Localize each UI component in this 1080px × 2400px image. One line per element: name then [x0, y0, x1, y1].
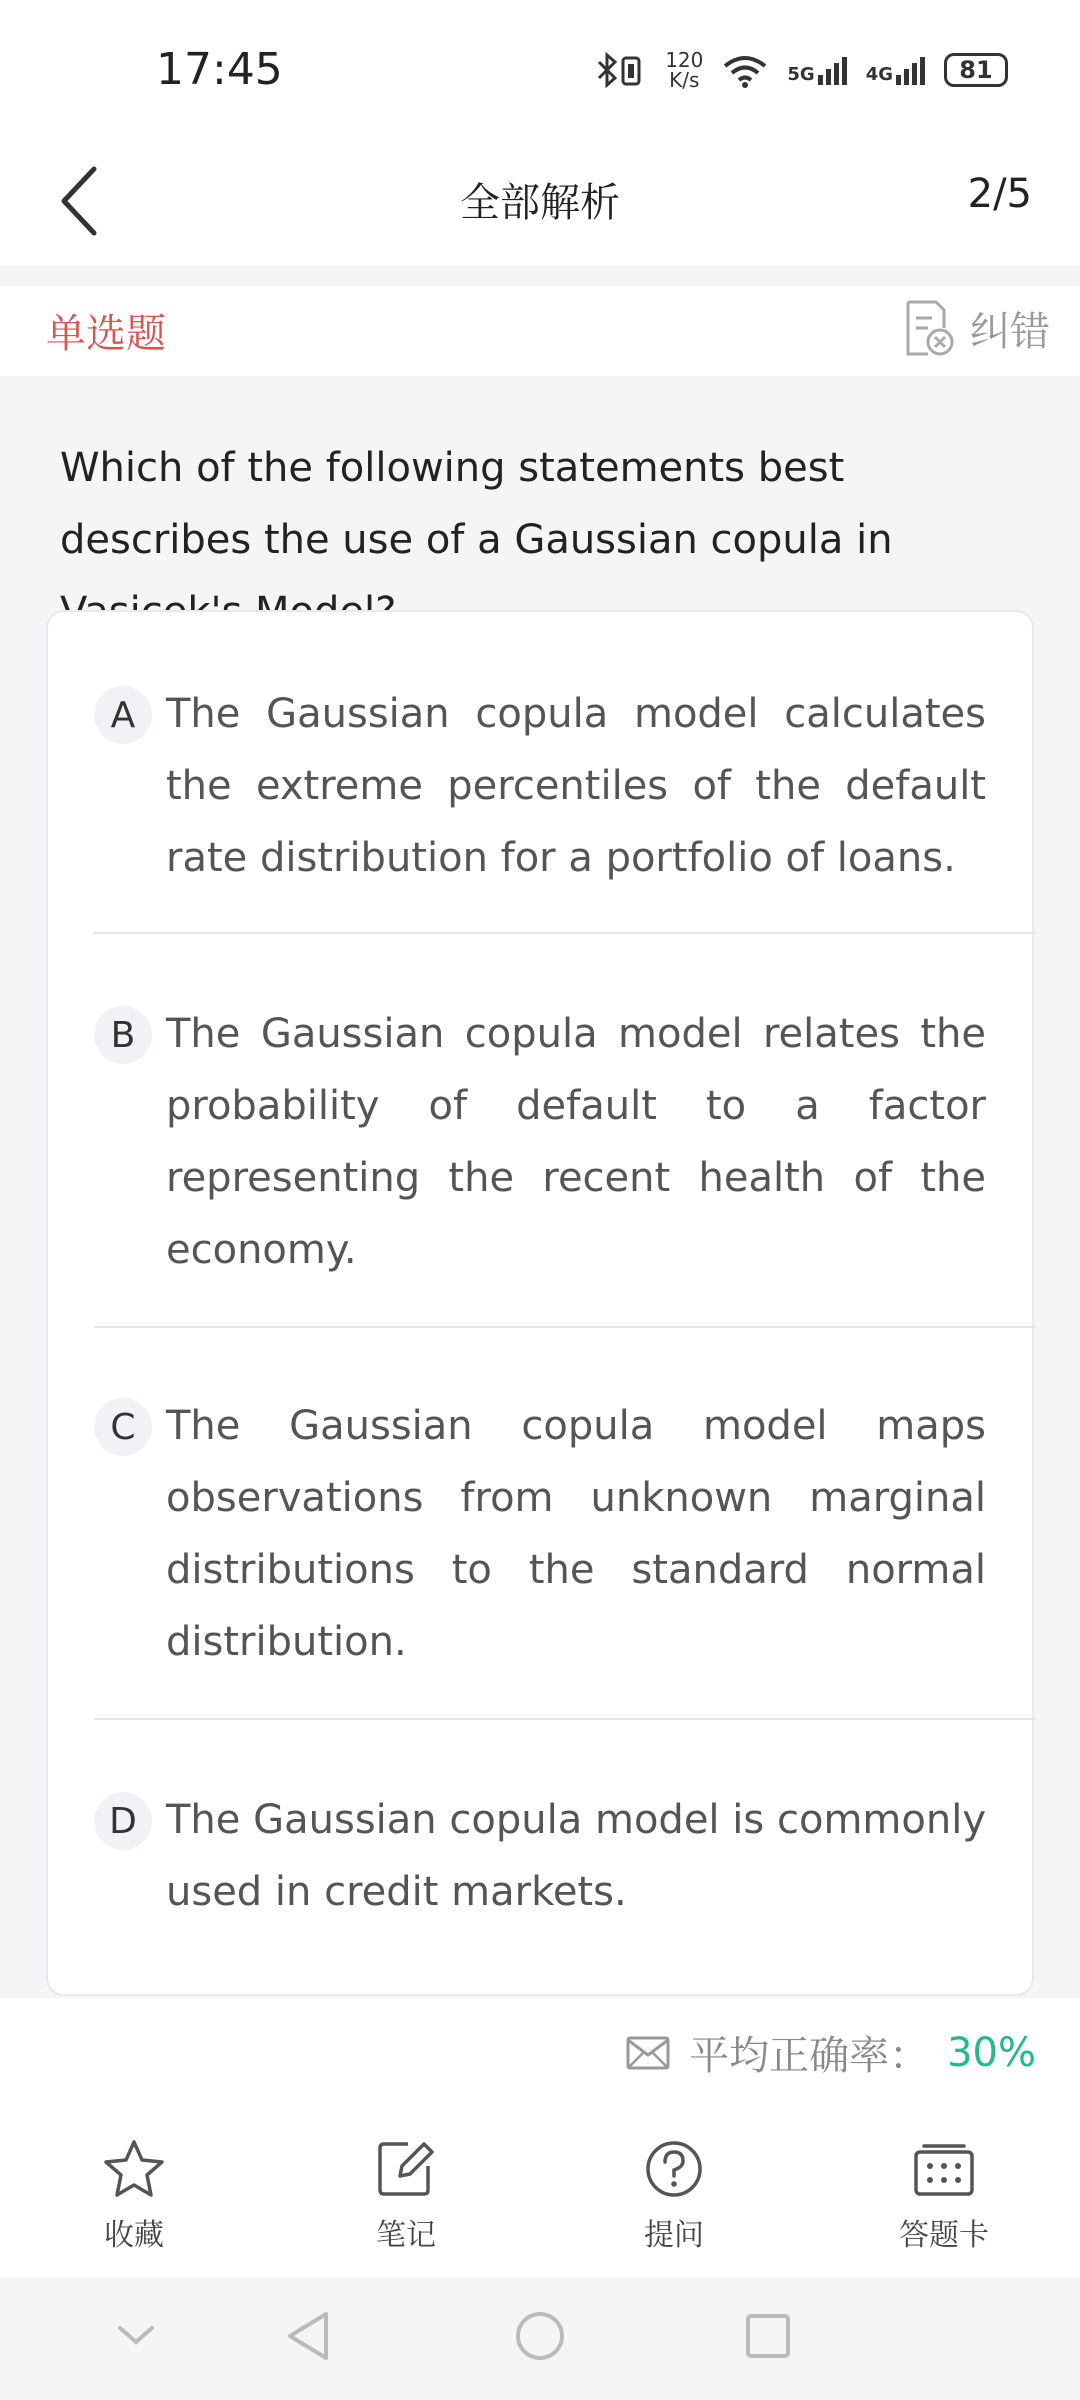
status-icons	[593, 50, 1008, 90]
edit-note-icon	[374, 2138, 438, 2200]
error-report-label: 纠错	[970, 308, 1050, 355]
status-bar	[0, 0, 1080, 145]
star-icon	[102, 2138, 166, 2200]
accuracy-row	[0, 1998, 1080, 2094]
question-text: Which of the following statements best describes the use of a Gaussian copula in	[60, 445, 893, 563]
option-c[interactable]	[94, 1390, 1036, 1678]
option-divider	[94, 1718, 1036, 1720]
average-accuracy	[625, 2024, 1036, 2081]
back-triangle-icon[interactable]	[280, 2306, 336, 2366]
note-label: 笔记	[376, 2218, 436, 2253]
error-report-button[interactable]	[902, 298, 1050, 358]
option-b[interactable]	[94, 998, 1036, 1286]
answer-card-icon	[912, 2138, 976, 2200]
accuracy-value: 30%	[947, 2029, 1036, 2076]
option-letter: D	[94, 1792, 152, 1850]
note-button[interactable]	[326, 2138, 486, 2254]
option-text: The Gaussian copula model maps observations from unknown marginal distributions to the standard normal distribution.	[166, 1403, 986, 1665]
chevron-down-icon[interactable]	[112, 2306, 160, 2366]
question-type-label: 单选题	[46, 311, 166, 357]
signal-bars-icon	[818, 55, 848, 85]
option-d[interactable]	[94, 1784, 1036, 1928]
question-type-bar	[0, 286, 1080, 376]
options-card	[46, 610, 1034, 1996]
favorite-label: 收藏	[104, 2218, 164, 2253]
header-bar	[0, 145, 1080, 265]
option-text: The Gaussian copula model relates the probability of default to a factor representing the recent health of the economy.	[166, 1011, 986, 1273]
favorite-button[interactable]	[54, 2138, 214, 2254]
page-title: 全部解析	[460, 180, 620, 226]
option-divider	[94, 932, 1036, 934]
ask-label: 提问	[644, 2218, 704, 2253]
option-text: The Gaussian copula model calculates the extreme percentiles of the default rate distribution for a portfolio of loans.	[166, 691, 986, 881]
ask-button[interactable]	[594, 2138, 754, 2254]
accuracy-label: 平均正确率：	[689, 2033, 930, 2079]
option-divider	[94, 1326, 1036, 1328]
status-time: 17:45	[156, 44, 283, 95]
network-speed: 120 K/s	[665, 48, 704, 92]
system-nav-bar	[0, 2278, 1080, 2400]
answer-card-button[interactable]	[864, 2138, 1024, 2254]
page-indicator: 2/5	[967, 171, 1032, 217]
recent-apps-icon[interactable]	[740, 2306, 796, 2366]
option-letter: C	[94, 1398, 152, 1456]
signal-4g: 4G	[866, 55, 926, 85]
mail-icon	[625, 2033, 671, 2073]
option-letter: A	[94, 686, 152, 744]
option-text: The Gaussian copula model is commonly used in credit markets.	[166, 1797, 986, 1915]
home-circle-icon[interactable]	[510, 2306, 570, 2366]
option-letter: B	[94, 1006, 152, 1064]
wifi-icon	[721, 50, 769, 90]
bluetooth-vibrate-icon	[593, 50, 647, 90]
signal-5g: 5G	[787, 55, 847, 85]
battery-indicator: 81	[944, 53, 1008, 87]
document-error-icon	[902, 298, 956, 358]
option-a[interactable]	[94, 678, 1036, 894]
answer-card-label: 答题卡	[899, 2218, 989, 2253]
question-circle-icon	[642, 2138, 706, 2200]
signal-bars-icon	[896, 55, 926, 85]
bottom-toolbar	[0, 2094, 1080, 2278]
